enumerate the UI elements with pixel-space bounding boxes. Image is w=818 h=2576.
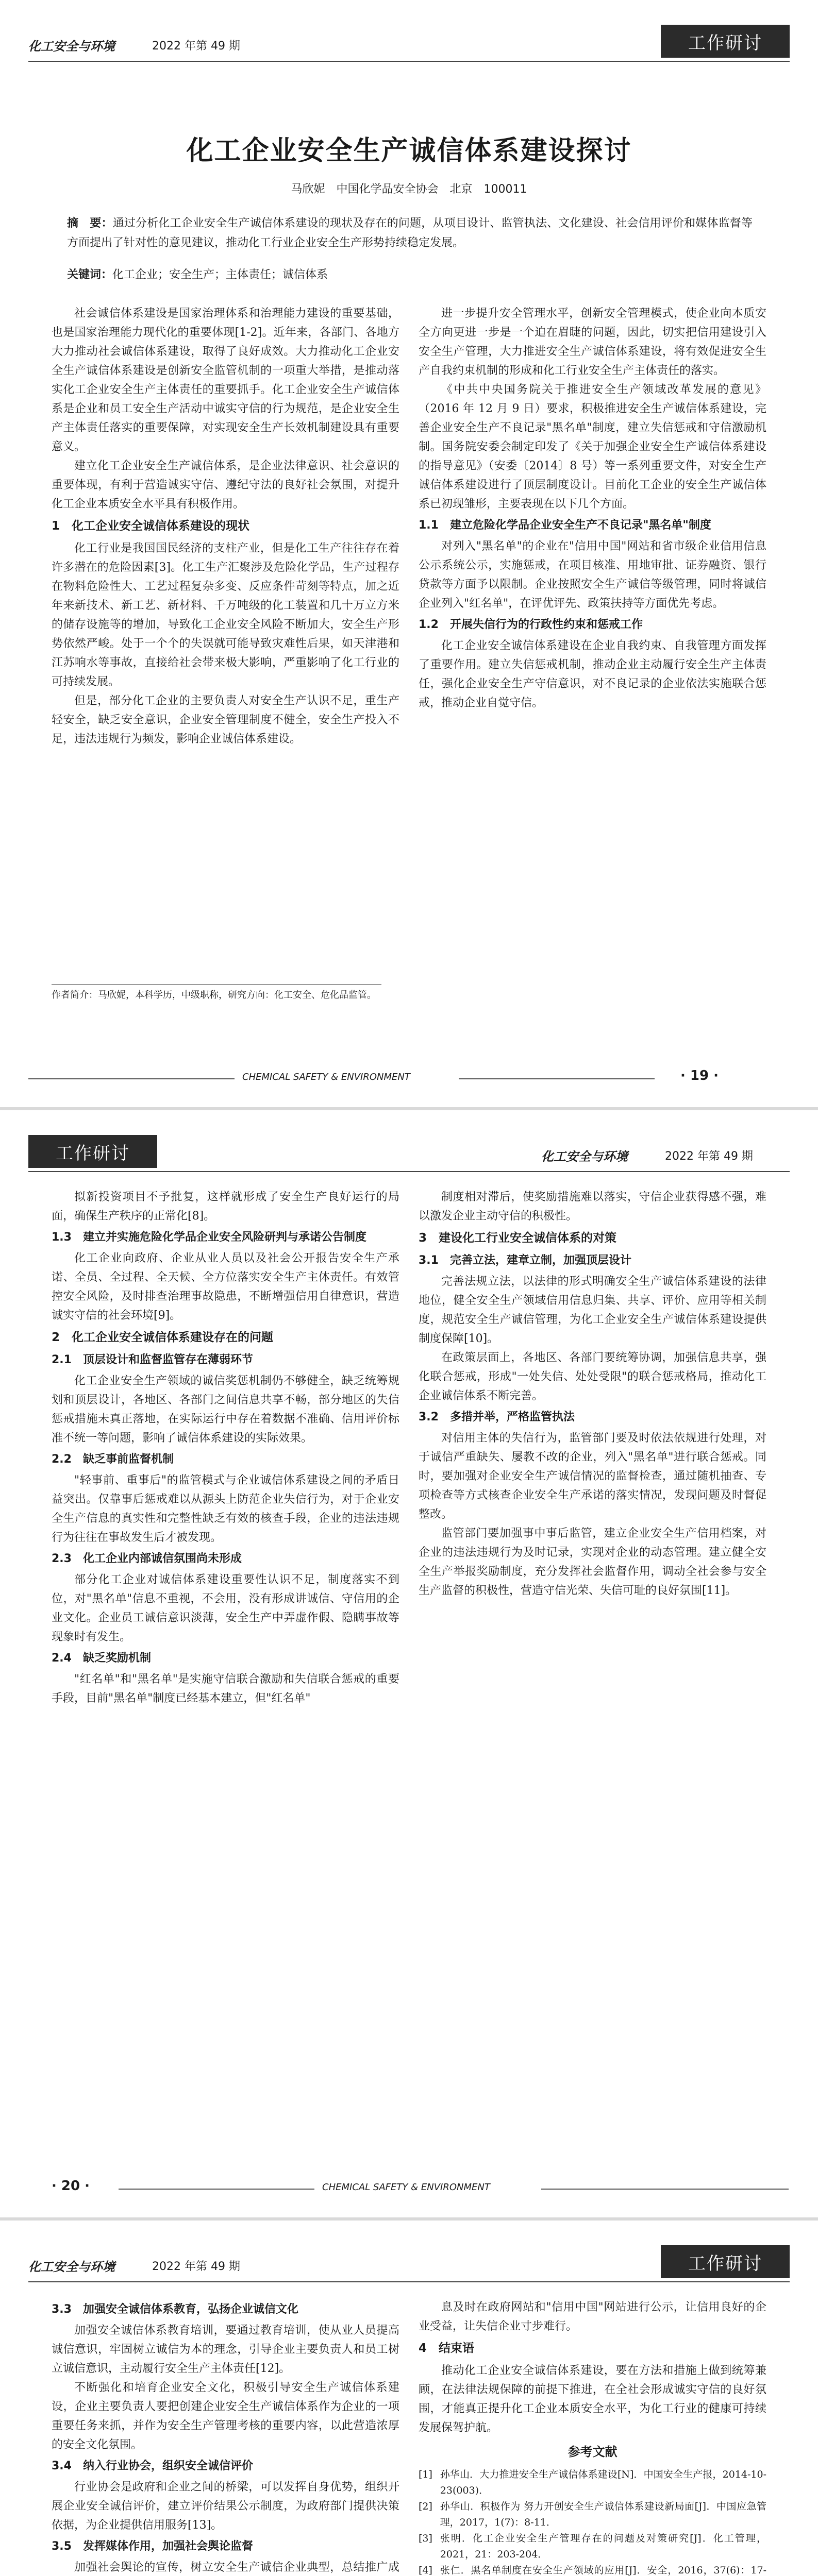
subsection-heading: 1.1 建立危险化学品企业安全生产不良记录"黑名单"制度 <box>419 519 711 532</box>
keywords-label: 关键词： <box>67 268 113 281</box>
page-19 <box>0 0 818 1110</box>
paragraph: "红名单"和"黑名单"是实施守信联合激励和失信联合惩戒的重要手段，目前"黑名单"制度已经基本建立，但"红名单" <box>52 1673 399 1705</box>
author-line: 马欣妮 中国化学品安全协会 北京 100011 <box>291 183 527 196</box>
footer-rule <box>459 1078 655 1079</box>
section-tag: 工作研讨 <box>661 2245 790 2278</box>
paragraph: 化工行业是我国国民经济的支柱产业，但是化工生产往往存在着许多潜在的危险因素[3]。化工生产汇聚涉及危险化学品，生产过程存在物料危险性大、工艺过程复杂多变、反应条件苛刻等特点，加之近年来新技术、新工艺、新材料、千万吨级的化工装置和几十万立方米的储存设施等的增加，导致化工企业安全风险不断加大，安全生产形势依然严峻。处于一个个的失误就可能导致灾难性后果，如天津港和江苏响水等事故，直接给社会带来极大影响，严重影响了化工行业的可持续发展。 <box>52 542 399 688</box>
issue-number: 2022 年第 49 期 <box>152 2260 240 2273</box>
footnote-rule <box>52 984 381 985</box>
subsection-heading: 2.1 顶层设计和监督监管存在薄弱环节 <box>52 1353 253 1366</box>
right-column <box>419 1188 766 1600</box>
issue-number: 2022 年第 49 期 <box>665 1150 753 1163</box>
paragraph: 不断强化和培育企业安全文化，积极引导安全生产诚信体系建设，企业主要负责人要把创建企业安全生产诚信体系作为企业的一项重要任务来抓，并作为安全生产管理考核的重要内容，以此营造浓厚的安全文化氛围。 <box>52 2381 399 2451</box>
reference-item: [4] 张仁．黑名单制度在安全生产领域的应用[J]．安全，2016，37(6)：17- <box>419 2565 766 2576</box>
footer-rule <box>119 2189 314 2190</box>
reference-item: [2] 孙华山．积极作为 努力开创安全生产诚信体系建设新局面[J]．中国应急管理，2017，1(7)：8-11． <box>419 2501 766 2528</box>
abstract-text: 通过分析化工企业安全生产诚信体系建设的现状及存在的问题，从项目设计、监管执法、文化建设、社会信用评价和媒体监督等方面提出了针对性的意见建议，推动化工行业企业安全生产形势持续稳定发展。 <box>67 217 753 249</box>
subsection-heading: 1.3 建立并实施危险化学品企业安全风险研判与承诺公告制度 <box>52 1231 366 1244</box>
paragraph: 部分化工企业对诚信体系建设重要性认识不足，制度落实不到位，对"黑名单"信息不重视，不会用，没有形成讲诚信、守信用的企业文化。企业员工诚信意识淡薄，安全生产中弄虚作假、隐瞒事故等现象时有发生。 <box>52 1573 399 1643</box>
paragraph: 但是，部分化工企业的主要负责人对安全生产认识不足，重生产轻安全，缺乏安全意识，企业安全管理制度不健全，安全生产投入不足，违法违规行为频发，影响企业诚信体系建设。 <box>52 694 399 745</box>
abstract <box>67 214 753 253</box>
paragraph: 化工企业安全诚信体系建设在企业自我约束、自我管理方面发挥了重要作用。建立失信惩戒机制，推动企业主动履行安全生产主体责任，强化企业安全生产守信意识，对不良记录的企业依法实施联合惩戒，推动企业自觉守信。 <box>419 639 766 709</box>
journal-name: 化工安全与环境 <box>28 2260 115 2274</box>
header-rule <box>28 2281 790 2282</box>
paragraph: 加强社会舆论的宣传，树立安全生产诚信企业典型，总结推广成 <box>74 2561 399 2574</box>
paragraph: 化工企业安全生产领域的诚信奖惩机制仍不够健全，缺乏统筹规划和顶层设计，各地区、各部门之间信息共享不畅，部分地区的失信惩戒措施未真正落地，在实际运行中存在着数据不准确、信用评价标准不统一等问题，影响了诚信体系建设的实际效果。 <box>52 1375 399 1445</box>
paragraph: 推动化工企业安全诚信体系建设，要在方法和措施上做到统筹兼顾，在法律法规保障的前提下推进，在全社会形成诚实守信的良好氛围，才能真正提升化工企业本质安全水平，为化工行业的健康可持续发展保驾护航。 <box>419 2364 766 2434</box>
section-tag: 工作研讨 <box>661 25 790 58</box>
subsection-heading: 2.2 缺乏事前监督机制 <box>52 1453 174 1466</box>
page-20 <box>0 1110 818 2221</box>
paragraph: 拟新投资项目不予批复，这样就形成了安全生产良好运行的局面，确保生产秩序的正常化[8]。 <box>52 1191 399 1223</box>
page-number: · 19 · <box>680 1068 719 1083</box>
page-21 <box>0 2221 818 2576</box>
right-column <box>419 304 766 713</box>
header-rule <box>28 61 790 62</box>
reference-item: [3] 张明．化工企业安全生产管理存在的问题及对策研究[J]．化工管理，2021，21：203-204． <box>419 2533 766 2560</box>
header-rule <box>28 1171 790 1172</box>
paragraph: 化工企业向政府、企业从业人员以及社会公开报告安全生产承诺、全员、全过程、全天候、全方位落实安全生产主体责任。有效管控安全风险，及时排查治理事故隐患，不断增强信用自律意识，营造诚实守信的社会环境[9]。 <box>52 1252 399 1322</box>
page-footer <box>0 2179 818 2200</box>
paragraph: 加强安全诚信体系教育培训，要通过教育培训，使从业人员提高诚信意识，牢固树立诚信为本的理念，引导企业主要负责人和员工树立诚信意识，主动履行安全生产主体责任[12]。 <box>52 2324 399 2375</box>
paragraph: 社会诚信体系建设是国家治理体系和治理能力建设的重要基础，也是国家治理能力现代化的重要体现[1-2]。近年来，各部门、各地方大力推动社会诚信体系建设，取得了良好成效。大力推动化工企业安全生产诚信体系建设是创新安全监管机制的一项重大举措，是推动落实化工企业安全生产主体责任的重要抓手。化工企业安全生产诚信体系是企业和员工安全生产活动中诚实守信的行为规范，是企业安全生产主体责任落实的重要保障，对实现安全生产长效机制建设具有重要意义。 <box>52 307 399 453</box>
subsection-heading: 3.4 纳入行业协会，组织安全诚信评价 <box>52 2460 253 2472</box>
journal-name: 化工安全与环境 <box>541 1149 628 1164</box>
subsection-heading: 1.2 开展失信行为的行政性约束和惩戒工作 <box>419 618 643 631</box>
paragraph: 完善法规立法，以法律的形式明确安全生产诚信体系建设的法律地位，健全安全生产领域信用信息归集、共享、评价、应用等相关制度，规范安全生产诚信管理，为化工企业安全生产诚信体系建设提供制度保障[10]。 <box>419 1275 766 1345</box>
subsection-heading: 3.5 发挥媒体作用，加强社会舆论监督 <box>52 2540 253 2553</box>
paragraph: "轻事前、重事后"的监管模式与企业诚信体系建设之间的矛盾日益突出。仅靠事后惩戒难以从源头上防范企业失信行为，对于企业安全生产信息的真实性和完整性缺乏有效的核查手段，企业的违法违规行为往往在事故发生后才被发现。 <box>52 1474 399 1544</box>
left-column <box>52 1188 399 1708</box>
footer-rule <box>28 1078 235 1079</box>
article-title: 化工企业安全生产诚信体系建设探讨 <box>186 135 632 166</box>
page-footer <box>0 1069 818 1090</box>
section-heading: 2 化工企业安全诚信体系建设存在的问题 <box>52 1331 274 1344</box>
left-column <box>52 304 399 749</box>
paragraph: 监管部门要加强事中事后监管，建立企业安全生产信用档案，对企业的违法违规行为及时记录，实现对企业的动态管理。建立健全安全生产举报奖励制度，充分发挥社会监督作用，调动全社会参与安全生产监督的积极性，营造守信光荣、失信可耻的良好氛围[11]。 <box>419 1527 766 1597</box>
subsection-heading: 3.2 多措并举，严格监管执法 <box>419 1411 575 1423</box>
subsection-heading: 2.3 化工企业内部诚信氛围尚未形成 <box>52 1552 242 1565</box>
reference-list <box>419 2467 766 2576</box>
paragraph: 在政策层面上，各地区、各部门要统筹协调，加强信息共享，强化联合惩戒，形成"一处失信、处处受限"的联合惩戒格局，推动化工企业诚信体系不断完善。 <box>419 1351 766 1402</box>
subsection-heading: 3.1 完善立法，建章立制，加强顶层设计 <box>419 1254 631 1267</box>
reference-item: [1] 孙华山．大力推进安全生产诚信体系建设[N]．中国安全生产报，2014-10-23(003)． <box>419 2469 766 2496</box>
section-tag: 工作研讨 <box>28 1135 157 1168</box>
subsection-heading: 3.3 加强安全诚信体系教育，弘扬企业诚信文化 <box>52 2303 298 2316</box>
section-heading: 1 化工企业安全诚信体系建设的现状 <box>52 519 250 533</box>
paragraph: 息及时在政府网站和"信用中国"网站进行公示，让信用良好的企业受益，让失信企业寸步难行。 <box>419 2301 766 2333</box>
paragraph: 对列入"黑名单"的企业在"信用中国"网站和省市级企业信用信息公示系统公示，实施惩戒，在项目核准、用地审批、证券融资、银行贷款等方面予以限制。企业按照安全生产诚信等级管理，同时将诚信企业列入"红名单"，在评优评先、政策扶持等方面优先考虑。 <box>419 540 766 610</box>
journal-name: 化工安全与环境 <box>28 39 115 54</box>
footer-rule <box>541 2189 789 2190</box>
keywords <box>67 265 753 285</box>
issue-number: 2022 年第 49 期 <box>152 40 240 53</box>
page-header <box>0 0 818 62</box>
abstract-label: 摘 要： <box>67 217 113 230</box>
subsection-heading: 2.4 缺乏奖励机制 <box>52 1652 151 1665</box>
footer-tagline: CHEMICAL SAFETY & ENVIRONMENT <box>322 2182 490 2193</box>
keywords-text: 化工企业；安全生产；主体责任；诚信体系 <box>112 268 328 281</box>
paragraph: 进一步提升安全管理水平，创新安全管理模式，使企业向本质安全方向更进一步是一个迫在眉睫的问题，因此，切实把信用建设引入安全生产管理，大力推进安全生产诚信体系建设，将有效促进安全生产自我约束机制的形成和化工行业安全生产主体责任的落实。 <box>419 307 766 377</box>
page-number: · 20 · <box>52 2178 90 2194</box>
author-footnote: 作者简介：马欣妮，本科学历，中级职称，研究方向：化工安全、危化品监管。 <box>52 990 376 1001</box>
page-header <box>0 1110 818 1172</box>
paragraph: 建立化工企业安全生产诚信体系，是企业法律意识、社会意识的重要体现，有利于营造诚实守信、遵纪守法的良好社会氛围，对提升化工企业本质安全水平具有积极作用。 <box>52 460 399 511</box>
section-heading: 4 结束语 <box>419 2342 475 2355</box>
right-column <box>419 2298 766 2576</box>
references-title: 参考文献 <box>567 2445 617 2459</box>
page-header <box>0 2221 818 2282</box>
footer-tagline: CHEMICAL SAFETY & ENVIRONMENT <box>242 1072 410 1082</box>
left-column <box>52 2298 399 2576</box>
paragraph: 行业协会是政府和企业之间的桥梁，可以发挥自身优势，组织开展企业安全诚信评价，建立评价结果公示制度，为政府部门提供决策依据，为企业提供信用服务[13]。 <box>52 2481 399 2532</box>
paragraph: 对信用主体的失信行为，监管部门要及时依法依规进行处理，对于诚信严重缺失、屡教不改的企业，列入"黑名单"进行联合惩戒。同时，要加强对企业安全生产诚信情况的监督检查，通过随机抽查、专项检查等方式核查企业安全生产承诺的落实情况，发现问题及时督促整改。 <box>419 1432 766 1521</box>
section-heading: 3 建设化工行业安全诚信体系的对策 <box>419 1231 617 1245</box>
paragraph: 制度相对滞后，使奖励措施难以落实，守信企业获得感不强，难以激发企业主动守信的积极性。 <box>419 1191 766 1223</box>
paragraph: 《中共中央国务院关于推进安全生产领域改革发展的意见》（2016 年 12 月 9 日）要求，积极推进安全生产诚信体系建设，完善企业安全生产不良记录"黑名单"制度，建立失信惩戒和守信激励机制。国务院安委会制定印发了《关于加强企业安全生产诚信体系建设的指导意见》（安委〔2014〕8 号）等一系列重要文件，对安全生产诚信体系建设进行了顶层制度设计。目前化工企业的安全生产诚信体系已初现雏形，主要表现在以下几个方面。 <box>419 383 766 511</box>
